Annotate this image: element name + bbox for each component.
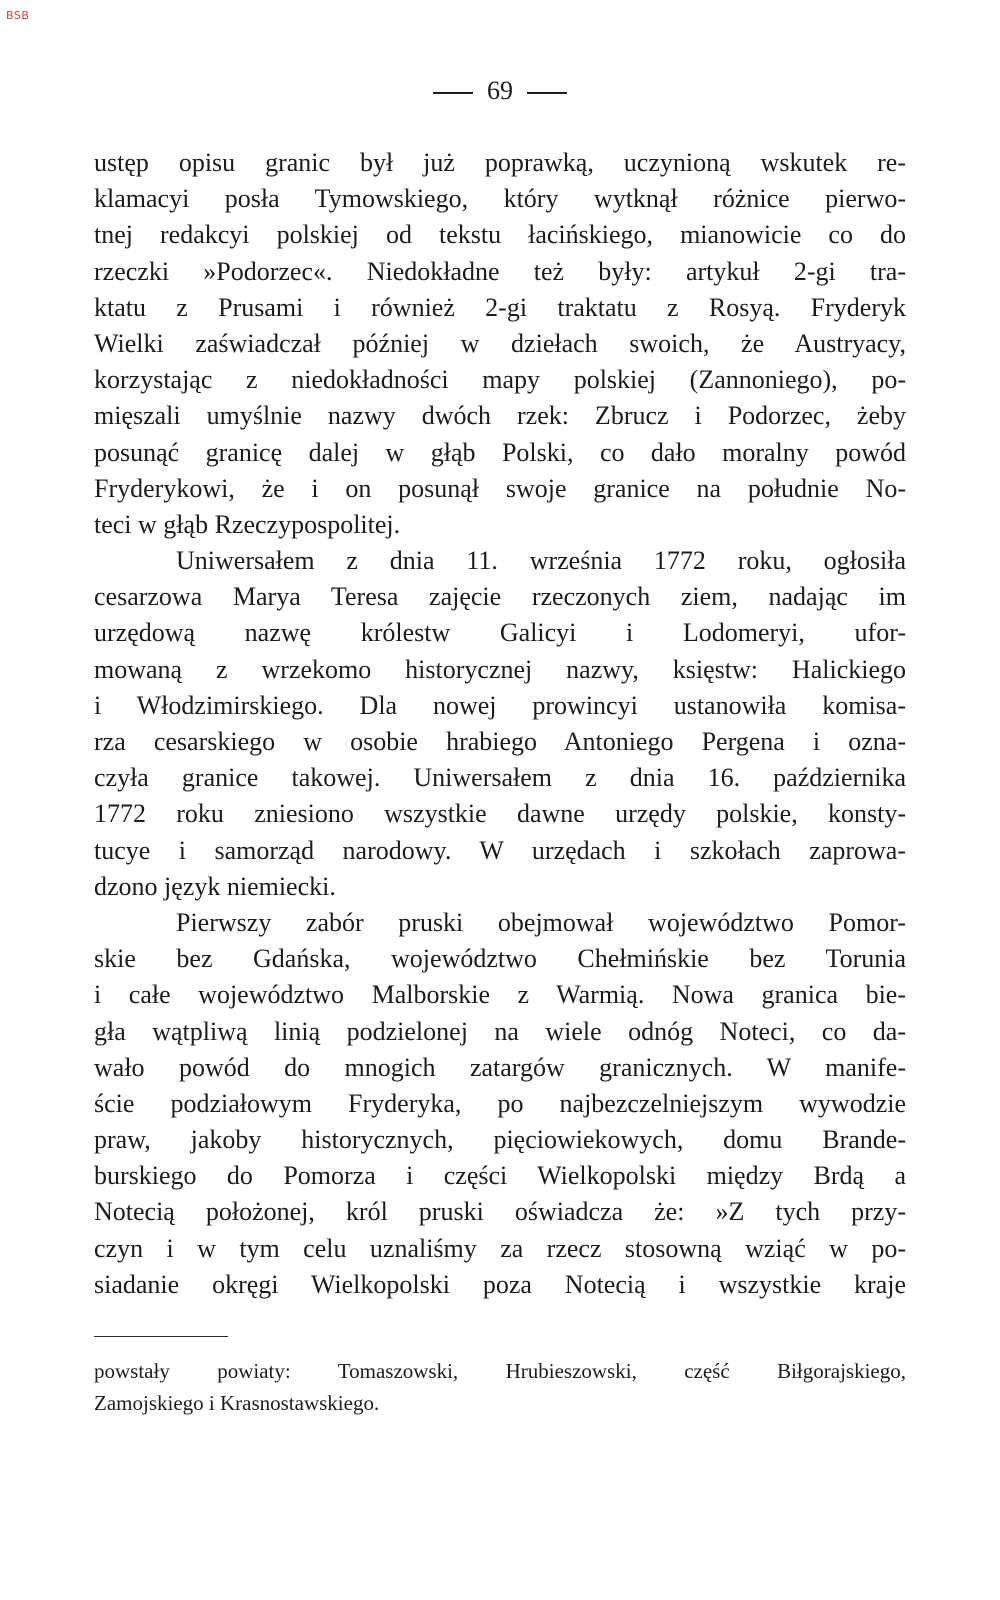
text-line: i Włodzimirskiego. Dla nowej prowincyi ustanowiła komisa-: [94, 690, 906, 720]
text-line: 1772 roku zniesiono wszystkie dawne urzędy polskie, konsty-: [94, 799, 906, 829]
text-line: teci w głąb Rzeczypospolitej.: [94, 509, 401, 539]
text-line: mowaną z wrzekomo historycznej nazwy, księstw: Halickiego: [94, 654, 906, 684]
page-number: 69: [487, 76, 513, 105]
text-line: czyn i w tym celu uznaliśmy za rzecz stosowną wziąć w po-: [94, 1233, 906, 1263]
footnote-line: powstały powiaty: Tomaszowski, Hrubieszowski, część Biłgorajskiego,: [94, 1359, 906, 1383]
text-line: gła wątpliwą linią podzielonej na wiele odnóg Noteci, co da-: [94, 1016, 906, 1046]
text-line: skie bez Gdańska, województwo Chełmińskie bez Torunia: [94, 944, 906, 974]
text-line: czyła granice takowej. Uniwersałem z dnia 16. października: [94, 763, 906, 793]
text-line: tnej redakcyi polskiej od tekstu łacińskiego, mianowicie co do: [94, 220, 906, 250]
text-line: ktatu z Prusami i również 2-gi traktatu z Rosyą. Fryderyk: [94, 292, 906, 322]
text-line: posunąć granicę dalej w głąb Polski, co dało moralny powód: [94, 437, 906, 467]
left-dash: [433, 92, 473, 94]
text-line: mięszali umyślnie nazwy dwóch rzek: Zbrucz i Podorzec, żeby: [94, 401, 906, 431]
paragraph-first-line: Pierwszy zabór pruski obejmował województwo Pomor-: [176, 907, 906, 937]
text-line: cesarzowa Marya Teresa zajęcie rzeczonych ziem, nadając im: [94, 582, 906, 612]
text-line: i całe województwo Malborskie z Warmią. Nowa granica bie-: [94, 980, 906, 1010]
text-line: wało powód do mnogich zatargów granicznych. W manife-: [94, 1052, 906, 1082]
text-line: klamacyi posła Tymowskiego, który wytknął różnice pierwo-: [94, 184, 906, 214]
right-dash: [527, 92, 567, 94]
text-line: siadanie okręgi Wielkopolski poza Notecią i wszystkie kraje: [94, 1269, 906, 1299]
text-line: ustęp opisu granic był już poprawką, uczynioną wskutek re-: [94, 148, 906, 177]
text-line: burskiego do Pomorza i części Wielkopolski między Brdą a: [94, 1161, 906, 1191]
footnote: [94, 1355, 906, 1419]
page-number-header: [0, 76, 1000, 106]
footnote-rule: [94, 1336, 228, 1337]
text-line: Wielki zaświadczał później w dziełach swoich, że Austryacy,: [94, 328, 906, 358]
text-line: dzono język niemiecki.: [94, 871, 336, 901]
text-line: Notecią położonej, król pruski oświadcza że: »Z tych przy-: [94, 1197, 906, 1227]
text-line: tucye i samorząd narodowy. W urzędach i szkołach zaprowa-: [94, 835, 906, 865]
text-line: rzeczki »Podorzec«. Niedokładne też były: artykuł 2-gi tra-: [94, 256, 906, 286]
body-text: [94, 145, 906, 1303]
text-line: Fryderykowi, że i on posunął swoje granice na południe No-: [94, 473, 906, 503]
text-line: rza cesarskiego w osobie hrabiego Antoniego Pergena i ozna-: [94, 727, 906, 756]
footnote-line: Zamojskiego i Krasnostawskiego.: [94, 1391, 380, 1415]
text-line: praw, jakoby historycznych, pięciowiekowych, domu Brande-: [94, 1125, 906, 1155]
text-line: urzędową nazwę królestw Galicyi i Lodomeryi, ufor-: [94, 618, 906, 648]
paragraph-first-line: Uniwersałem z dnia 11. września 1772 roku, ogłosiła: [176, 546, 906, 576]
text-line: korzystając z niedokładności mapy polskiej (Zannoniego), po-: [94, 365, 906, 395]
library-stamp: BSB: [6, 9, 30, 22]
text-line: ście podziałowym Fryderyka, po najbezczelniejszym wywodzie: [94, 1088, 906, 1118]
